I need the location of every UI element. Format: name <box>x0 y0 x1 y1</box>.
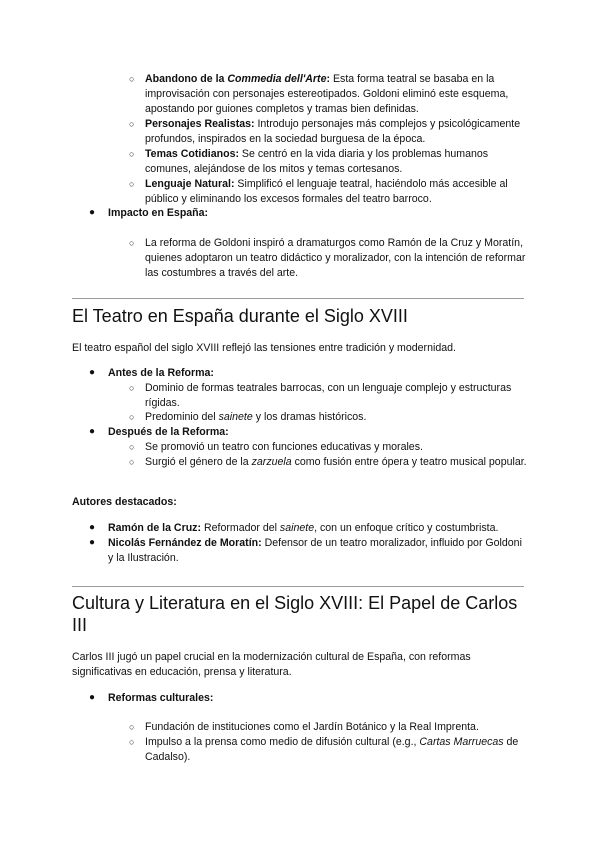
list-item: ● Después de la Reforma: <box>89 426 229 438</box>
hollow-bullet-icon: ○ <box>129 457 135 467</box>
list-item: ○ Predominio del sainete y los dramas históricos. <box>129 411 367 423</box>
filled-bullet-icon: ● <box>89 537 96 548</box>
list-item: ● Ramón de la Cruz: Reformador del sainete, con un enfoque crítico y costumbrista. <box>89 522 499 534</box>
hollow-bullet-icon: ○ <box>129 383 135 393</box>
filled-bullet-icon: ● <box>89 426 96 437</box>
hollow-bullet-icon: ○ <box>129 442 135 452</box>
hollow-bullet-icon: ○ <box>129 179 135 189</box>
list-item: ● Nicolás Fernández de Moratín: Defensor de un teatro moralizador, influido por Goldoni y la Ilustración. <box>89 537 522 564</box>
hollow-bullet-icon: ○ <box>129 737 135 747</box>
filled-bullet-icon: ● <box>89 692 96 703</box>
list-item: ○ Personajes Realistas: Introdujo personajes más complejos y psicológicamente profundos, inspirados en la sociedad burguesa de la época. <box>129 118 521 145</box>
section-heading: Cultura y Literatura en el Siglo XVIII: El Papel de Carlos III <box>72 593 518 635</box>
subheading: Autores destacados: <box>72 496 177 508</box>
paragraph: El teatro español del siglo XVIII reflejó las tensiones entre tradición y modernidad. <box>72 342 456 354</box>
filled-bullet-icon: ● <box>89 522 96 533</box>
list-item: ○ Lenguaje Natural: Simplificó el lenguaje teatral, haciéndolo más accesible al público y eliminando los excesos formales del teatro barroco. <box>129 178 508 205</box>
list-item: ○ Impulso a la prensa como medio de difusión cultural (e.g., Cartas Marruecas de Cadalso). <box>129 736 519 763</box>
hollow-bullet-icon: ○ <box>129 119 135 129</box>
hollow-bullet-icon: ○ <box>129 74 135 84</box>
list-item: ○ Fundación de instituciones como el Jardín Botánico y la Real Imprenta. <box>129 721 479 733</box>
paragraph: Carlos III jugó un papel crucial en la modernización cultural de España, con reformas significativas en educación, prensa y literatura. <box>72 651 471 678</box>
section-divider <box>72 586 524 587</box>
filled-bullet-icon: ● <box>89 207 96 218</box>
hollow-bullet-icon: ○ <box>129 412 135 422</box>
filled-bullet-icon: ● <box>89 367 96 378</box>
section-divider <box>72 298 524 299</box>
list-item: ○ La reforma de Goldoni inspiró a dramaturgos como Ramón de la Cruz y Moratín, quienes adoptaron un teatro didáctico y moralizador, con la intención de reformar las costumbres a través del arte. <box>129 237 526 279</box>
hollow-bullet-icon: ○ <box>129 238 135 248</box>
list-item: ○ Temas Cotidianos: Se centró en la vida diaria y los problemas humanos comunes, alejándose de los mitos y temas cortesanos. <box>129 148 489 175</box>
list-item: ○ Abandono de la Commedia dell'Arte: Esta forma teatral se basaba en la improvisación con personajes estereotipados. Goldoni eliminó este esquema, apostando por guiones completos y tramas bien definidas. <box>129 73 509 115</box>
section-heading: El Teatro en España durante el Siglo XVIII <box>72 306 408 326</box>
hollow-bullet-icon: ○ <box>129 722 135 732</box>
list-item: ● Antes de la Reforma: <box>89 367 214 379</box>
list-item: ● Reformas culturales: <box>89 692 214 704</box>
list-item: ○ Surgió el género de la zarzuela como fusión entre ópera y teatro musical popular. <box>129 456 527 468</box>
hollow-bullet-icon: ○ <box>129 149 135 159</box>
list-item: ○ Se promovió un teatro con funciones educativas y morales. <box>129 441 423 453</box>
list-item: ● Impacto en España: <box>89 207 209 219</box>
list-item: ○ Dominio de formas teatrales barrocas, con un lenguaje complejo y estructuras rígidas. <box>129 382 512 409</box>
